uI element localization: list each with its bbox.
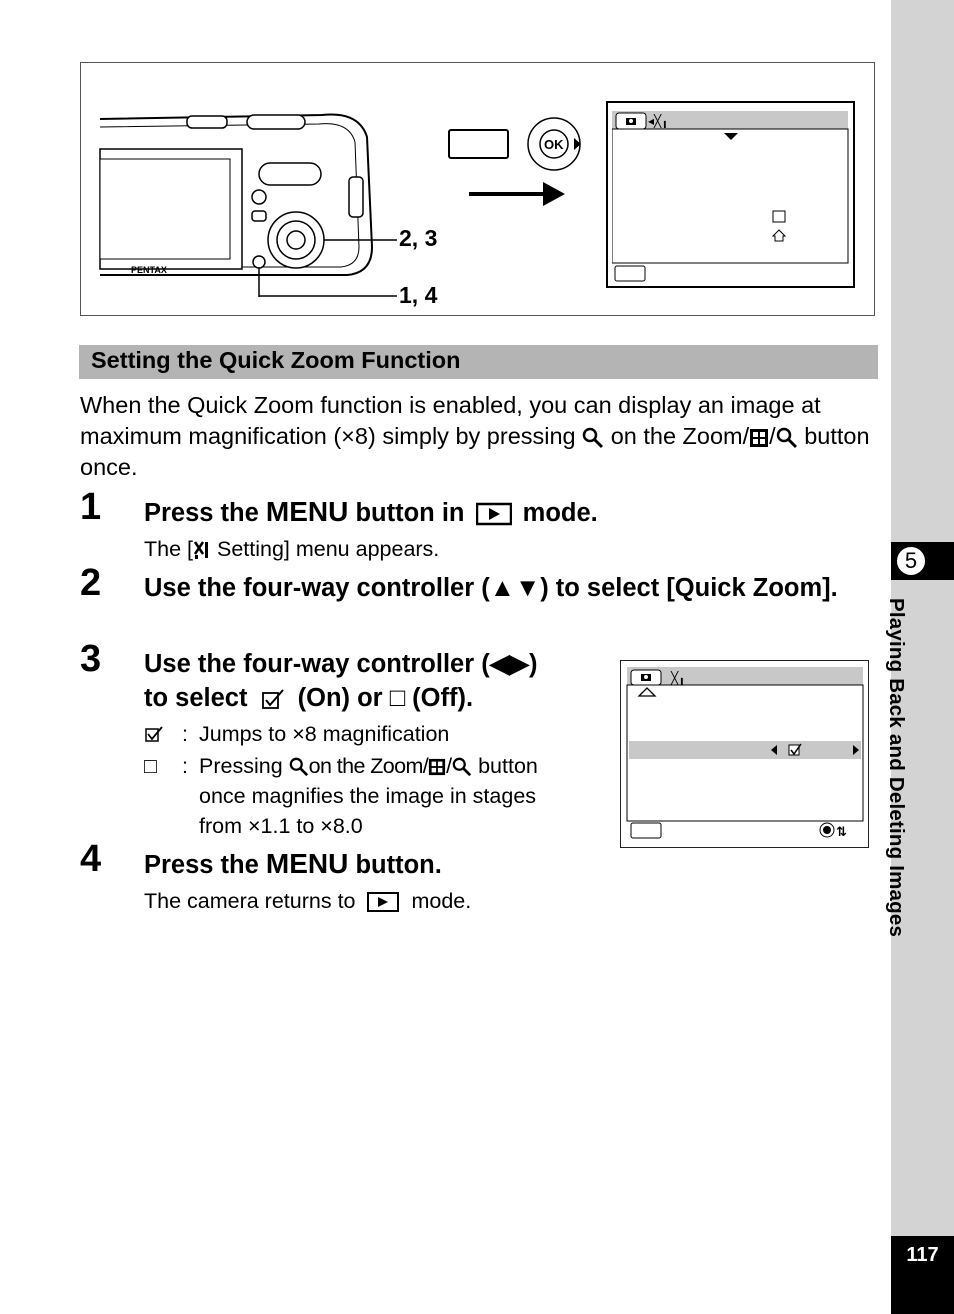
chapter-title: Playing Back and Deleting Images: [885, 598, 908, 938]
step-3-title-line1: Use the four-way controller (◀▶): [144, 650, 538, 678]
magnify-icon: [582, 427, 604, 449]
step-4-desc-a: The camera returns to: [144, 889, 362, 913]
thumbnail-grid-icon: [749, 428, 769, 448]
step-1-title: [144, 495, 598, 530]
step-3-title-b: (On) or □ (Off).: [290, 684, 474, 712]
chapter-number: 5: [895, 545, 927, 577]
menu-screen-1: [606, 101, 855, 288]
magnify-icon: [776, 427, 798, 449]
step-1-desc: [144, 534, 439, 564]
step-2-title: Use the four-way controller (▲▼) to select [Quick Zoom].: [144, 574, 838, 602]
checkbox-off-icon: □: [144, 754, 157, 778]
camera-figure: [80, 62, 875, 316]
callout-2-3: 2, 3: [399, 225, 438, 251]
menu-word: MENU: [265, 496, 349, 527]
step-4-title: [144, 847, 442, 882]
page-number: 117: [891, 1236, 954, 1314]
option-2-text-c: /: [446, 754, 453, 778]
option-2-line3: from ×1.1 to ×8.0: [199, 814, 363, 838]
magnify-icon: [452, 757, 472, 777]
svg-text:◂╳╻: ◂╳╻: [648, 114, 669, 128]
svg-text:⇅: ⇅: [836, 825, 847, 840]
step-1-title-a: Press the: [144, 499, 266, 527]
option-2-line2: once magnifies the image in stages: [199, 784, 537, 808]
callout-1-4: 1, 4: [399, 282, 438, 308]
step-4-desc-b: mode.: [405, 889, 472, 913]
step-1-desc-b: Setting] menu appears.: [211, 537, 440, 561]
option-2-text-d: button: [478, 754, 538, 778]
step-3-title-line2: [144, 681, 473, 715]
menu-word: MENU: [265, 848, 349, 879]
step-4-title-a: Press the: [144, 851, 266, 879]
intro-text-3: /: [769, 423, 776, 449]
camera-brand-text: PENTAX: [131, 265, 167, 275]
playback-icon: [367, 892, 399, 912]
step-4-title-b: button.: [348, 851, 442, 879]
step-2-number: 2: [80, 562, 102, 604]
option-1-colon: :: [182, 722, 188, 746]
option-2-text-b: on the Zoom/: [308, 754, 429, 778]
ok-dial-illustration: [526, 116, 586, 172]
intro-text-4: button once.: [80, 423, 870, 480]
intro-text-1: When the Quick Zoom function is enabled, you can display an image at maximum magnification (×8) simply by pressing: [80, 392, 821, 449]
step-4-desc: [144, 886, 471, 916]
option-1-text: Jumps to ×8 magnification: [199, 722, 450, 746]
step-1-title-b: button in: [348, 499, 472, 527]
step-1-desc-a: The [: [144, 537, 193, 561]
option-2-line1: [199, 751, 538, 781]
step-1-number: 1: [80, 486, 102, 528]
wrench-setting-icon: [193, 540, 211, 560]
section-heading: Setting the Quick Zoom Function: [79, 345, 878, 379]
svg-text:╳╻: ╳╻: [671, 671, 686, 685]
intro-text-2: on the Zoom/: [610, 423, 750, 449]
step-4-number: 4: [80, 838, 102, 880]
step-3-number: 3: [80, 638, 102, 680]
option-2-colon: :: [182, 754, 188, 778]
checkbox-on-icon: [144, 724, 164, 744]
checkbox-on-icon: [261, 688, 285, 710]
camera-illustration: [97, 107, 417, 297]
step-3-title-a: to select: [144, 684, 255, 712]
thumbnail-grid-icon: [428, 758, 446, 776]
magnify-icon: [289, 757, 309, 777]
menu-screen-2: [620, 660, 869, 848]
option-2-text-a: Pressing: [199, 754, 283, 778]
step-1-title-c: mode.: [515, 499, 598, 527]
ok-label: OK: [544, 137, 564, 152]
arrow-right-icon: [469, 181, 569, 211]
intro-paragraph: [80, 390, 880, 483]
playback-icon: [476, 502, 512, 526]
menu-button-illustration: [448, 129, 509, 159]
